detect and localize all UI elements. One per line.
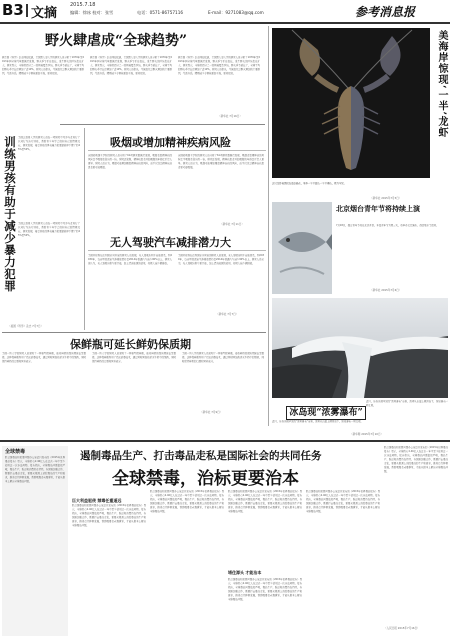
waterfall-source: （新华网 2015年7月10日） (350, 433, 384, 436)
lips-title (2, 136, 16, 294)
fresh-body-col3: 美国一所大学的研究人员发明了一种新型保鲜瓶，能将鲜奶的保质期延长至数周。这种保鲜瓶利用了巴氏消毒技术，通过短时间加热杀灭牛奶中的细菌，同时保持鲜奶的口感和营养成分。 (182, 352, 264, 363)
drugs-title: 全球禁毒，治标更要治本 (112, 469, 299, 489)
rule-drugs-top (0, 440, 450, 442)
lips-body: 美国芝加哥大学的研究人员在一项研究中对参与者进行了认知行为治疗训练，帮助青少年学会控制自己的情绪反应。研究发现，接受训练的男孩暴力犯罪逮捕率下降了约45%至50%。 (18, 136, 80, 151)
waterfall-photo (272, 298, 448, 398)
drugs-body-col1: 联合国毒品和犯罪问题办公室近日发布的《2015年世界毒品报告》显示，全球约有2.46亿人在过去一年中至少使用过一次非法药物。报告指出，全球毒品问题依然严峻，毒品生产、贩运和消费仍在持续。各国需加强合作，既要打击毒品走私，更要从根源上消除毒品的生产和需求，推进替代种植发展，帮助吸毒者戒毒康复，才能从根本上解决全球毒品问题。 (72, 504, 146, 527)
driving-title: 无人驾驶汽车减排潜力大 (110, 236, 231, 249)
masthead-rule (0, 22, 450, 24)
masthead (0, 0, 450, 22)
lobster-photo (272, 28, 430, 178)
drugs-body-col3-cont: 联合国毒品和犯罪问题办公室近日发布的《2015年世界毒品报告》显示，全球约有2.46亿人在过去一年中至少使用过一次非法药物。报告指出，全球毒品问题依然严峻，毒品生产、贩运和消费仍在持续。各国需加强合作，既要打击毒品走私，更要从根源上消除毒品的生产和需求，推进替代种植发展，帮助吸毒者戒毒康复，才能从根本上解决全球毒品问题。 (228, 578, 302, 601)
lobster-illustration (272, 28, 430, 178)
lips-title-text: 训练男孩有助于减少暴力犯罪 (3, 136, 17, 292)
rule-wildfire (60, 124, 265, 125)
editor-line: 编辑：徐冰 校对：张雪 (70, 10, 114, 15)
wildfire-body-col1: 据美国《科学》杂志网站报道，美国蒙大拿大学的研究人员分析了1979年至2013年间全球气象数据后发现，野火季节正在变长，发生野火的区域也在扩大。研究显示，全球约四分之一的植被覆盖区域，野火季节延长了，全球平均的野火季节长度增加了近19%。研究人员指出，气候变化是野火增加的主要原因，气温升高、降雨减少令植被更加干燥，更易燃烧。 (2, 56, 84, 75)
drugs-sidebar-body: 联合国毒品和犯罪问题办公室近日发布的《2015年世界毒品报告》显示，全球约有2.46亿人在过去一年中至少使用过一次非法药物。报告指出，全球毒品问题依然严峻，毒品生产、贩运和消费仍在持续。各国需加强合作，既要打击毒品走私，更要从根源上消除毒品的生产和需求，推进替代种植发展，帮助吸毒者戒毒康复，才能从根本上解决全球毒品问题。 (5, 456, 65, 483)
rule-left-col (84, 128, 85, 330)
waterfall-caption-cont: 近日，冰岛出现罕见的“浓雾瀑布”奇景，浓雾从山崖上倾泻而下，宛如瀑布一般壮观。 (272, 420, 363, 423)
rule-right-col (268, 26, 269, 426)
rule-parkinson (88, 150, 266, 151)
fish-photo (272, 202, 332, 294)
parkinson-body-col2: 英国伦敦国王学院的研究人员分析了61项研究数据后发现，吸烟者患精神病的风险比不吸烟者高出约一倍。研究还发现，精神病患者开始吸烟的年龄比正常人更早。研究人员认为，吸烟可能增加罹患精神疾病的风险，而不仅仅是精神疾病患者更可能吸烟。 (178, 154, 264, 169)
drugs-sidebar-title: 全球禁毒 (5, 449, 26, 455)
paper-title: 参考消息报 (355, 5, 416, 19)
parkinson-title: 吸烟或增加精神疾病风险 (110, 136, 231, 149)
fresh-title: 保鲜瓶可延长鲜奶保质期 (70, 338, 191, 351)
parkinson-source: （新华社 7月11日） (220, 223, 244, 226)
wildfire-body-col3: 据美国《科学》杂志网站报道，美国蒙大拿大学的研究人员分析了1979年至2013年间全球气象数据后发现，野火季节正在变长，发生野火的区域也在扩大。研究显示，全球约四分之一的植被覆盖区域，野火季节延长了，全球平均的野火季节长度增加了近19%。研究人员指出，气候变化是野火增加的主要原因，气温升高、降雨减少令植被更加干燥，更易燃烧。 (178, 56, 260, 75)
fish-body: 7月18日，烟台青年节将在北京开幕。本届青年节为期三天，将举办文艺演出、创意集市等活动。 (336, 224, 439, 227)
drugs-body-col4: 联合国毒品和犯罪问题办公室近日发布的《2015年世界毒品报告》显示，全球约有2.46亿人在过去一年中至少使用过一次非法药物。报告指出，全球毒品问题依然严峻，毒品生产、贩运和消费仍在持续。各国需加强合作，既要打击毒品走私，更要从根源上消除毒品的生产和需求，推进替代种植发展，帮助吸毒者戒毒康复，才能从根本上解决全球毒品问题。 (306, 490, 380, 513)
wildfire-title: 野火肆虐成“全球趋势” (45, 33, 188, 49)
drugs-body-col2: 联合国毒品和犯罪问题办公室近日发布的《2015年世界毒品报告》显示，全球约有2.46亿人在过去一年中至少使用过一次非法药物。报告指出，全球毒品问题依然严峻，毒品生产、贩运和消费仍在持续。各国需加强合作，既要打击毒品走私，更要从根源上消除毒品的生产和需求，推进替代种植发展，帮助吸毒者戒毒康复，才能从根本上解决全球毒品问题。 (150, 490, 224, 513)
lobster-title (434, 30, 448, 180)
drugs-subtitle: 遏制毒品生产、打击毒品走私是国际社会的共同任务 (80, 450, 322, 462)
driving-source: （新华社 7月7日） (216, 313, 239, 316)
fish-source: （新华社 2015年7月6日） (370, 289, 402, 292)
rule-driving (88, 250, 266, 251)
email-line: E-mail：9271083@qq.com (208, 10, 264, 15)
parkinson-body-col1: 英国伦敦国王学院的研究人员分析了61项研究数据后发现，吸烟者患精神病的风险比不吸烟者高出约一倍。研究还发现，精神病患者开始吸烟的年龄比正常人更早。研究人员认为，吸烟可能增加罹患精神疾病的风险，而不仅仅是精神疾病患者更可能吸烟。 (88, 154, 172, 169)
drugs-subhead-2: 堵住源头 才能治本 (228, 570, 262, 575)
lobster-source: （新华社 2015年7月5日） (370, 197, 402, 200)
lobster-title-text: 美海岸惊现‘一半’龙虾 (436, 30, 447, 138)
drugs-subhead-1: 巨大利益驱使 禁毒任重道远 (72, 498, 122, 503)
section-divider (26, 4, 28, 17)
fresh-body-col1: 美国一所大学的研究人员发明了一种新型保鲜瓶，能将鲜奶的保质期延长至数周。这种保鲜瓶利用了巴氏消毒技术，通过短时间加热杀灭牛奶中的细菌，同时保持鲜奶的口感和营养成分。 (2, 352, 86, 363)
section-name: 文摘 (31, 6, 58, 21)
rule-driving-bottom (2, 332, 266, 333)
waterfall-illustration (272, 298, 448, 398)
waterfall-title: 冰岛现“浓雾瀑布” (289, 408, 363, 418)
section-code: B3 (2, 1, 24, 19)
drugs-source: （人民日报 2015年7月16日） (384, 627, 420, 630)
drugs-body-col5: 联合国毒品和犯罪问题办公室近日发布的《2015年世界毒品报告》显示，全球约有2.46亿人在过去一年中至少使用过一次非法药物。报告指出，全球毒品问题依然严峻，毒品生产、贩运和消费仍在持续。各国需加强合作，既要打击毒品走私，更要从根源上消除毒品的生产和需求，推进替代种植发展，帮助吸毒者戒毒康复，才能从根本上解决全球毒品问题。 (384, 446, 448, 473)
fresh-source: （新华社 7月9日） (200, 411, 223, 414)
driving-body-col2: 美国劳伦斯伯克利国家实验室的研究人员发现，无人驾驶出租车若能普及，到2030年，每英里的温室气体排放量将比2014年普通汽车减少90%以上。研究人员认为，无人驾驶出租车更节能，加上清洁能源的使用，将极大减少碳排放。 (178, 254, 264, 265)
issue-date: 2015.7.18 (70, 2, 96, 8)
lips-body-cont: 美国芝加哥大学的研究人员在一项研究中对参与者进行了认知行为治疗训练，帮助青少年学会控制自己的情绪反应。研究发现，接受训练的男孩暴力犯罪逮捕率下降了约45%至50%。 (18, 222, 80, 237)
fish-title: 北京烟台青年节将持续上演 (336, 204, 420, 213)
drugs-body-col3: 联合国毒品和犯罪问题办公室近日发布的《2015年世界毒品报告》显示，全球约有2.46亿人在过去一年中至少使用过一次非法药物。报告指出，全球毒品问题依然严峻，毒品生产、贩运和消费仍在持续。各国需加强合作，既要打击毒品走私，更要从根源上消除毒品的生产和需求，推进替代种植发展，帮助吸毒者戒毒康复，才能从根本上解决全球毒品问题。 (228, 490, 302, 513)
wildfire-source: （新华社 7月16日） (218, 115, 242, 118)
wildfire-body-col2: 据美国《科学》杂志网站报道，美国蒙大拿大学的研究人员分析了1979年至2013年间全球气象数据后发现，野火季节正在变长，发生野火的区域也在扩大。研究显示，全球约四分之一的植被覆盖区域，野火季节延长了，全球平均的野火季节长度增加了近19%。研究人员指出，气候变化是野火增加的主要原因，气温升高、降雨减少令植被更加干燥，更易燃烧。 (90, 56, 172, 75)
lips-source: （美国《科学》杂志 7月7日） (8, 325, 44, 328)
fresh-body-col2: 美国一所大学的研究人员发明了一种新型保鲜瓶，能将鲜奶的保质期延长至数周。这种保鲜瓶利用了巴氏消毒技术，通过短时间加热杀灭牛奶中的细菌，同时保持鲜奶的口感和营养成分。 (92, 352, 176, 363)
waterfall-caption: 近日，冰岛出现罕见的“浓雾瀑布”奇景，浓雾从山崖上倾泻而下，宛如瀑布一般壮观。 (366, 400, 448, 407)
fish-illustration (272, 202, 332, 294)
driving-body-col1: 美国劳伦斯伯克利国家实验室的研究人员发现，无人驾驶出租车若能普及，到2030年，每英里的温室气体排放量将比2014年普通汽车减少90%以上。研究人员认为，无人驾驶出租车更节能，加上清洁能源的使用，将极大减少碳排放。 (88, 254, 172, 265)
waterfall-title-box (286, 406, 366, 420)
drugs-sidebar (2, 446, 68, 636)
lobster-caption: 这只龙虾被渔民在海边捕获，身体一半呈蓝色一半呈褐色，极为罕见。 (272, 182, 347, 185)
phone-line: 电话：0571-86757116 (137, 10, 184, 15)
